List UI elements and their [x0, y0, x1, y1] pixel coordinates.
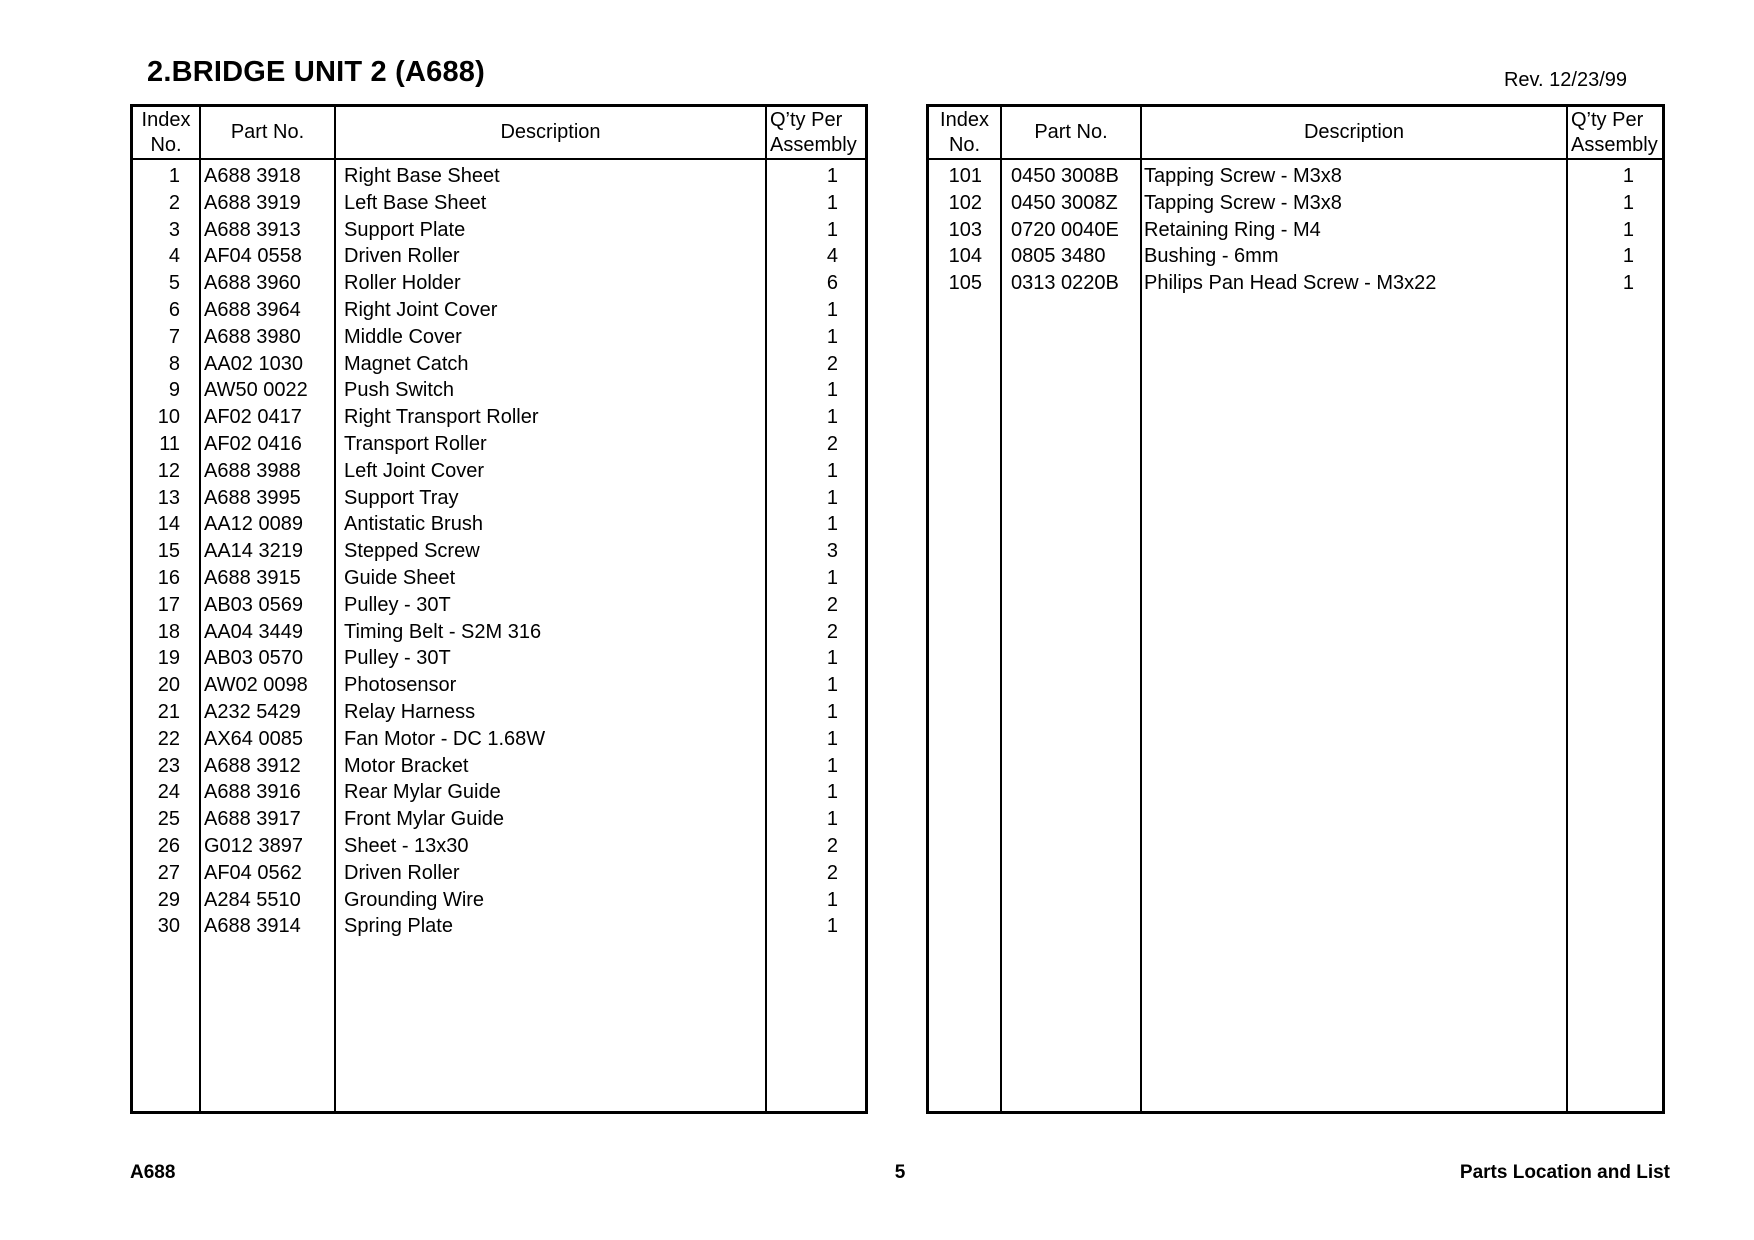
footer-model: A688 [130, 1162, 176, 1183]
description-cell: Driven Roller [344, 245, 460, 268]
qty-cell: 1 [826, 808, 838, 831]
index-cell: 8 [168, 352, 180, 375]
description-cell: Rear Mylar Guide [344, 781, 501, 804]
index-cell: 12 [157, 459, 180, 482]
part-no-cell: A688 3980 [204, 325, 301, 348]
table-row [133, 619, 865, 646]
description-cell: Left Base Sheet [344, 191, 487, 214]
part-no-cell: AF02 0416 [204, 432, 302, 455]
part-no-cell: AB03 0569 [204, 593, 303, 616]
table-row [133, 324, 865, 351]
description-cell: Pulley - 30T [344, 647, 451, 670]
part-no-cell: A688 3995 [204, 486, 301, 509]
table-row [133, 485, 865, 512]
qty-cell: 1 [826, 486, 838, 509]
table-row [929, 163, 1662, 190]
table-row [133, 753, 865, 780]
index-cell: 101 [948, 165, 982, 187]
table-row [133, 458, 865, 485]
part-no-cell: AB03 0570 [204, 647, 303, 670]
table-row [133, 217, 865, 244]
qty-cell: 1 [826, 754, 838, 777]
description-cell: Magnet Catch [344, 352, 469, 375]
part-no-cell: A688 3964 [204, 298, 301, 321]
index-cell: 16 [157, 566, 180, 589]
description-cell: Fan Motor - DC 1.68W [344, 727, 546, 750]
description-cell: Sheet - 13x30 [344, 834, 469, 857]
qty-cell: 2 [826, 432, 838, 455]
index-cell: 7 [168, 325, 180, 348]
part-no-cell: 0805 3480 [1011, 245, 1106, 268]
part-no-cell: A284 5510 [204, 888, 301, 911]
description-cell: Right Base Sheet [344, 165, 500, 187]
qty-cell: 1 [1622, 165, 1634, 187]
index-cell: 5 [168, 272, 180, 295]
part-no-cell: A688 3919 [204, 191, 301, 214]
index-cell: 21 [157, 700, 180, 723]
index-cell: 6 [168, 298, 180, 321]
qty-cell: 1 [826, 165, 838, 187]
header-part-no: Part No. [230, 121, 305, 143]
table-row [133, 404, 865, 431]
qty-cell: 1 [826, 566, 838, 589]
qty-cell: 1 [826, 379, 838, 402]
table-row [133, 431, 865, 458]
qty-cell: 1 [1622, 191, 1634, 214]
index-cell: 10 [157, 406, 180, 429]
qty-cell: 1 [826, 513, 838, 536]
description-cell: Tapping Screw - M3x8 [1144, 165, 1342, 187]
index-cell: 14 [157, 513, 180, 536]
description-cell: Roller Holder [344, 272, 461, 295]
qty-cell: 1 [826, 781, 838, 804]
index-cell: 19 [157, 647, 180, 670]
header-index: Index No. [141, 108, 191, 156]
description-cell: Guide Sheet [344, 566, 456, 589]
qty-cell: 2 [826, 834, 838, 857]
part-no-cell: AF04 0562 [204, 861, 302, 884]
qty-cell: 1 [826, 888, 838, 911]
qty-cell: 1 [826, 191, 838, 214]
part-no-cell: A688 3912 [204, 754, 301, 777]
description-cell: Support Plate [344, 218, 466, 241]
table-row [133, 860, 865, 887]
description-cell: Photosensor [344, 674, 457, 697]
description-cell: Grounding Wire [344, 888, 485, 911]
part-no-cell: AA12 0089 [204, 513, 303, 536]
part-no-cell: AF02 0417 [204, 406, 302, 429]
table-row [133, 779, 865, 806]
table-row [133, 833, 865, 860]
header-divider [133, 158, 865, 160]
description-cell: Retaining Ring - M4 [1144, 218, 1321, 241]
index-cell: 103 [948, 218, 982, 241]
index-cell: 17 [157, 593, 180, 616]
index-cell: 27 [157, 861, 180, 884]
description-cell: Bushing - 6mm [1144, 245, 1279, 268]
part-no-cell: 0720 0040E [1011, 218, 1119, 241]
qty-cell: 1 [826, 325, 838, 348]
footer-section: Parts Location and List [1459, 1162, 1670, 1183]
qty-cell: 1 [826, 700, 838, 723]
header-description: Description [500, 121, 601, 143]
index-cell: 22 [157, 727, 180, 750]
part-no-cell: 0313 0220B [1011, 272, 1119, 295]
qty-cell: 1 [826, 298, 838, 321]
part-no-cell: AA14 3219 [204, 540, 303, 563]
table-row [133, 806, 865, 833]
description-cell: Motor Bracket [344, 754, 469, 777]
part-no-cell: 0450 3008B [1011, 165, 1119, 187]
qty-cell: 1 [826, 674, 838, 697]
description-cell: Left Joint Cover [344, 459, 485, 482]
footer-page-number: 5 [894, 1162, 906, 1183]
header-divider [929, 158, 1662, 160]
part-no-cell: A688 3917 [204, 808, 301, 831]
table-row [133, 913, 865, 940]
qty-cell: 1 [826, 647, 838, 670]
index-cell: 105 [948, 272, 982, 295]
qty-cell: 1 [1622, 218, 1634, 241]
part-no-cell: A688 3918 [204, 165, 301, 187]
index-cell: 29 [157, 888, 180, 911]
rows-right [929, 163, 1662, 297]
part-no-cell: AA02 1030 [204, 352, 303, 375]
table-row [133, 699, 865, 726]
qty-cell: 3 [826, 540, 838, 563]
table-row [133, 243, 865, 270]
qty-cell: 1 [826, 406, 838, 429]
part-no-cell: A688 3960 [204, 272, 301, 295]
index-cell: 20 [157, 674, 180, 697]
index-cell: 9 [168, 379, 180, 402]
table-row [929, 217, 1662, 244]
part-no-cell: AX64 0085 [204, 727, 303, 750]
description-cell: Stepped Screw [344, 540, 480, 563]
part-no-cell: 0450 3008Z [1011, 191, 1118, 214]
index-cell: 23 [157, 754, 180, 777]
qty-cell: 1 [826, 218, 838, 241]
part-no-cell: AW50 0022 [204, 379, 308, 402]
description-cell: Timing Belt - S2M 316 [344, 620, 542, 643]
table-row [133, 190, 865, 217]
description-cell: Philips Pan Head Screw - M3x22 [1144, 272, 1437, 295]
index-cell: 2 [168, 191, 180, 214]
qty-cell: 4 [826, 245, 838, 268]
description-cell: Spring Plate [344, 915, 453, 938]
revision-date: Rev. 12/23/99 [1503, 69, 1627, 91]
table-row [133, 645, 865, 672]
table-row [133, 270, 865, 297]
header-part-no: Part No. [1034, 121, 1108, 143]
table-row [929, 243, 1662, 270]
part-no-cell: A688 3914 [204, 915, 301, 938]
table-row [133, 887, 865, 914]
index-cell: 15 [157, 540, 180, 563]
header-qty: Q’ty Per Assembly [1571, 108, 1658, 156]
index-cell: 26 [157, 834, 180, 857]
table-row [133, 297, 865, 324]
index-cell: 3 [168, 218, 180, 241]
description-cell: Transport Roller [344, 432, 487, 455]
index-cell: 104 [948, 245, 982, 268]
table-row [133, 726, 865, 753]
description-cell: Push Switch [344, 379, 455, 402]
description-cell: Relay Harness [344, 700, 476, 723]
qty-cell: 2 [826, 861, 838, 884]
part-no-cell: G012 3897 [204, 834, 303, 857]
table-row [929, 190, 1662, 217]
part-no-cell: A688 3913 [204, 218, 301, 241]
index-cell: 13 [157, 486, 180, 509]
index-cell: 18 [157, 620, 180, 643]
part-no-cell: AF04 0558 [204, 245, 302, 268]
parts-table-left [130, 104, 868, 1114]
table-row [133, 538, 865, 565]
qty-cell: 1 [1622, 245, 1634, 268]
qty-cell: 2 [826, 593, 838, 616]
index-cell: 24 [157, 781, 180, 804]
qty-cell: 1 [1622, 272, 1634, 295]
index-cell: 11 [159, 432, 180, 455]
description-cell: Support Tray [344, 486, 459, 509]
part-no-cell: A688 3915 [204, 566, 301, 589]
part-no-cell: A232 5429 [204, 700, 301, 723]
qty-cell: 6 [826, 272, 838, 295]
table-row [133, 565, 865, 592]
qty-cell: 2 [826, 352, 838, 375]
index-cell: 25 [157, 808, 180, 831]
index-cell: 102 [948, 191, 982, 214]
table-row [133, 163, 865, 190]
description-cell: Right Joint Cover [344, 298, 498, 321]
parts-table-right [926, 104, 1665, 1114]
description-cell: Front Mylar Guide [344, 808, 505, 831]
description-cell: Driven Roller [344, 861, 460, 884]
part-no-cell: AW02 0098 [204, 674, 308, 697]
part-no-cell: A688 3988 [204, 459, 301, 482]
table-row [133, 377, 865, 404]
description-cell: Antistatic Brush [344, 513, 483, 536]
qty-cell: 2 [826, 620, 838, 643]
rows-left [133, 163, 865, 940]
qty-cell: 1 [826, 459, 838, 482]
header-index: Index No. [940, 108, 989, 156]
page-title: 2.BRIDGE UNIT 2 (A688) [147, 56, 485, 88]
index-cell: 1 [168, 165, 180, 187]
index-cell: 30 [157, 915, 180, 938]
table-row [133, 351, 865, 378]
part-no-cell: A688 3916 [204, 781, 301, 804]
part-no-cell: AA04 3449 [204, 620, 303, 643]
header-description: Description [1303, 121, 1405, 143]
table-row [929, 270, 1662, 297]
qty-cell: 1 [826, 915, 838, 938]
table-row [133, 511, 865, 538]
index-cell: 4 [168, 245, 180, 268]
table-row [133, 592, 865, 619]
description-cell: Tapping Screw - M3x8 [1144, 191, 1342, 214]
header-qty: Q’ty Per Assembly [770, 108, 857, 156]
description-cell: Right Transport Roller [344, 406, 539, 429]
description-cell: Pulley - 30T [344, 593, 451, 616]
description-cell: Middle Cover [344, 325, 462, 348]
qty-cell: 1 [826, 727, 838, 750]
table-row [133, 672, 865, 699]
